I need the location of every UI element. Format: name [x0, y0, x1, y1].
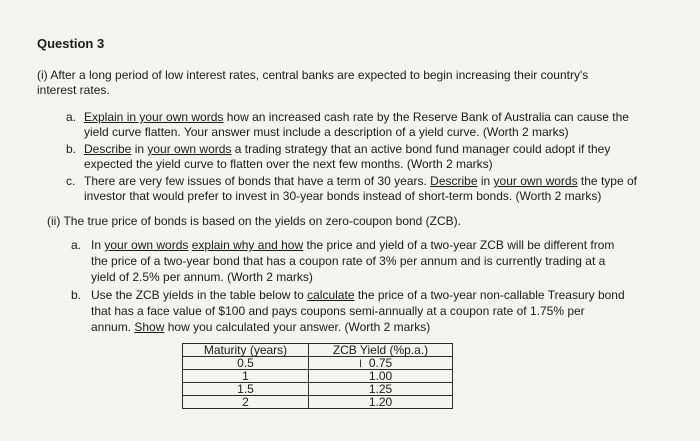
table-row — [183, 357, 453, 370]
table-row — [183, 396, 453, 409]
part-ii-b-line1 — [91, 288, 625, 302]
part-i-intro-line2: interest rates. — [37, 83, 110, 97]
emphasis-underline: your own words — [104, 238, 189, 252]
part-i-b-line1 — [84, 142, 610, 156]
text-span: a trading strategy that an active bond fund manager could adopt if they — [231, 142, 611, 156]
cell-yield: 1.00 — [309, 370, 453, 383]
part-i-c-line2: investor that would prefer to invest in 30-year bonds instead of short-term bonds. (Worth 2 marks) — [84, 189, 602, 203]
text-span: how an increased cash rate by the Reserve Bank of Australia can cause the — [223, 110, 629, 124]
emphasis-underline: explain why and how — [191, 238, 304, 252]
header-zcb-yield: ZCB Yield (%p.a.) — [309, 344, 453, 357]
text-span: annum. — [91, 320, 135, 334]
part-i-c-label: c. — [66, 174, 76, 188]
part-i-b-line2: expected the yield curve to flatten over the next few months. (Worth 2 marks) — [84, 157, 493, 171]
cell-maturity: 1.5 — [183, 383, 309, 396]
emphasis-underline: Describe — [84, 142, 132, 156]
cell-maturity: 0.5 — [183, 357, 309, 370]
text-span: Use the ZCB yields in the table below to — [91, 288, 308, 302]
text-span: the price of a two-year non-callable Treasury bond — [354, 288, 625, 302]
text-span: in — [477, 174, 494, 188]
table-header-row — [183, 344, 453, 357]
cell-maturity: 2 — [183, 396, 309, 409]
part-i-a-line1 — [84, 110, 629, 124]
question-title: Question 3 — [37, 36, 105, 51]
part-i-b-label: b. — [66, 142, 77, 156]
emphasis-underline: Show — [134, 320, 165, 334]
emphasis-underline: Explain in your own words — [84, 110, 224, 124]
table-row — [183, 383, 453, 396]
cell-yield: 1.25 — [309, 383, 453, 396]
part-ii-a-line1 — [91, 238, 614, 252]
part-i-c-line1 — [84, 174, 637, 188]
emphasis-underline: calculate — [307, 288, 355, 302]
text-span: how you calculated your answer. (Worth 2 marks) — [164, 320, 431, 334]
part-ii-intro: (ii) The true price of bonds is based on the yields on zero-coupon bond (ZCB). — [47, 214, 461, 228]
part-i-a-line2: yield curve flatten. Your answer must include a description of a yield curve. (Worth 2 marks) — [84, 125, 569, 139]
text-span: the price and yield of a two-year ZCB will be different from — [303, 238, 615, 252]
part-ii-b-line3 — [91, 320, 430, 334]
cell-yield: 1.20 — [309, 396, 453, 409]
part-ii-a-label: a. — [71, 238, 82, 252]
part-ii-b-label: b. — [71, 288, 82, 302]
part-ii-a-line2: the price of a two-year bond that has a coupon rate of 3% per annum and is currently trading at a — [91, 254, 606, 268]
part-i-intro-line1: (i) After a long period of low interest rates, central banks are expected to begin increasing their country's — [37, 68, 589, 82]
header-maturity: Maturity (years) — [183, 344, 309, 357]
cell-maturity: 1 — [183, 370, 309, 383]
emphasis-underline: Describe — [430, 174, 478, 188]
table-row — [183, 370, 453, 383]
cell-yield: 0.75 — [309, 357, 453, 370]
text-span: the type of — [577, 174, 637, 188]
part-i-a-label: a. — [66, 110, 77, 124]
emphasis-underline: your own words — [493, 174, 578, 188]
text-span: in — [131, 142, 148, 156]
emphasis-underline: your own words — [147, 142, 232, 156]
text-span: In — [91, 238, 105, 252]
text-cursor-icon: I — [359, 358, 363, 370]
text-span: There are very few issues of bonds that have a term of 30 years. — [84, 174, 431, 188]
part-ii-b-line2: that has a face value of $100 and pays coupons semi-annually at a coupon rate of 1.75% per — [91, 304, 585, 318]
zcb-yield-table — [182, 343, 453, 409]
part-ii-a-line3: yield of 2.5% per annum. (Worth 2 marks) — [91, 270, 313, 284]
